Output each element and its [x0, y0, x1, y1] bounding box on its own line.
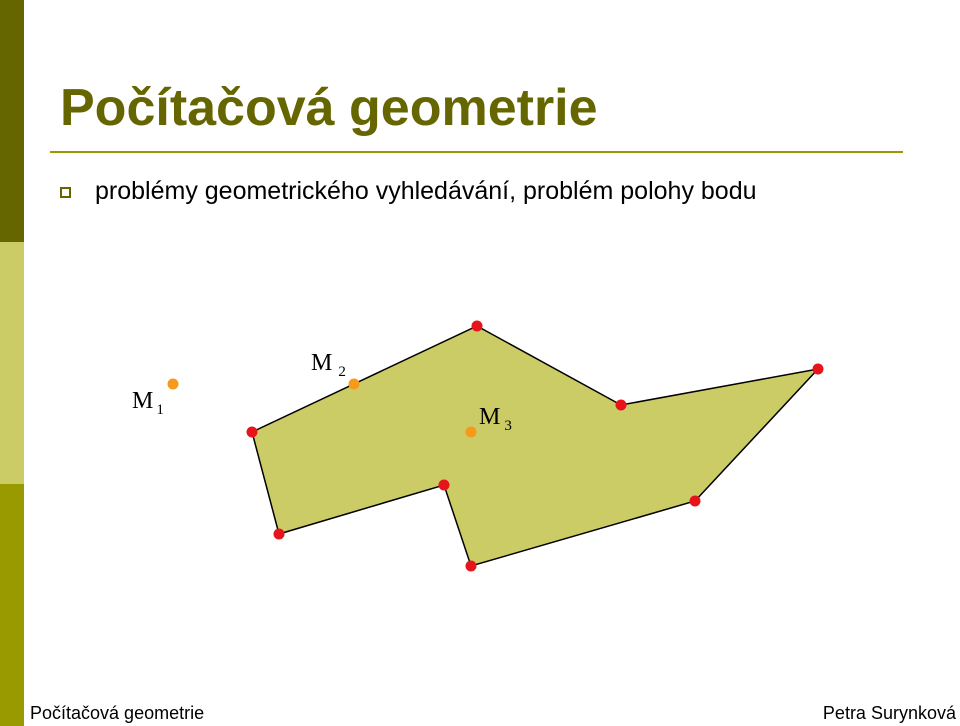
- vertex: [466, 561, 477, 572]
- query-point-m1: [168, 379, 179, 390]
- vertex: [616, 400, 627, 411]
- slide-title: Počítačová geometrie: [60, 79, 598, 137]
- vertex: [247, 427, 258, 438]
- vertex: [813, 364, 824, 375]
- footer-author: Petra Surynková: [822, 703, 956, 723]
- vertex: [274, 529, 285, 540]
- polygon: [252, 326, 818, 566]
- bullet-text: problémy geometrického vyhledávání, problém polohy bodu: [95, 177, 757, 205]
- footer-course: Počítačová geometrie: [30, 703, 205, 723]
- label-m1: M $_1$: [132, 388, 164, 418]
- vertex: [472, 321, 483, 332]
- query-point-m2: [349, 379, 360, 390]
- label-m2: M $_2$: [311, 350, 346, 380]
- vertex: [439, 480, 450, 491]
- vertex: [690, 496, 701, 507]
- label-m3: M $_3$: [479, 404, 512, 434]
- query-point-m3: [466, 427, 477, 438]
